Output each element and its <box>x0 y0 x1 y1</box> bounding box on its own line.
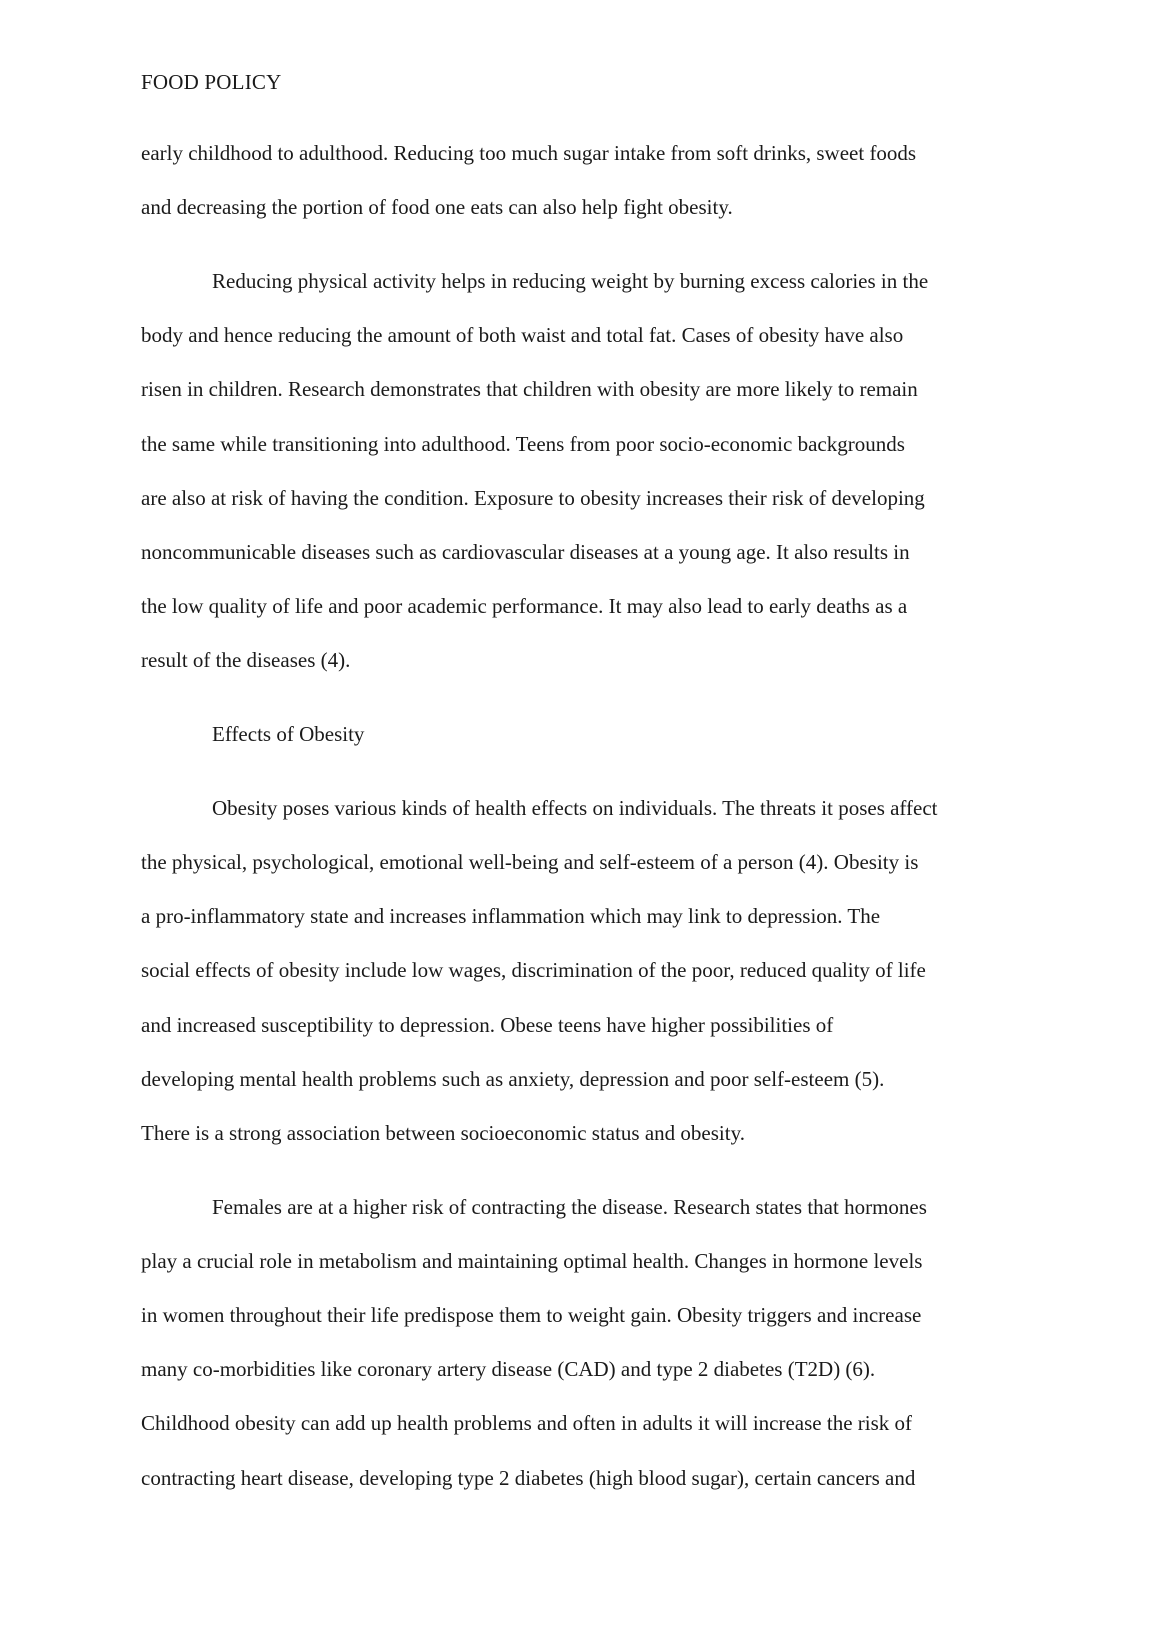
text-line: developing mental health problems such as anxiety, depression and poor self-esteem (5). <box>141 1066 885 1091</box>
running-head: FOOD POLICY <box>141 70 282 94</box>
text-line: early childhood to adulthood. Reducing too much sugar intake from soft drinks, sweet foods <box>141 141 917 165</box>
text-line: in women throughout their life predispose them to weight gain. Obesity triggers and increase <box>141 1303 922 1328</box>
heading-text: Effects of Obesity <box>212 722 365 747</box>
text-line: Childhood obesity can add up health problems and often in adults it will increase the risk of <box>141 1411 913 1436</box>
text-line: the same while transitioning into adulthood. Teens from poor socio-economic backgrounds <box>141 431 905 456</box>
text-line: the physical, psychological, emotional well-being and self-esteem of a person (4). Obesity is <box>141 849 919 874</box>
text-line: Obesity poses various kinds of health effects on individuals. The threats it poses affect <box>212 795 938 820</box>
paragraph-physical-activity <box>141 254 1031 688</box>
text-line: the low quality of life and poor academic performance. It may also lead to early deaths as a <box>141 594 908 619</box>
text-line: and decreasing the portion of food one eats can also help fight obesity. <box>141 195 733 220</box>
text-line: many co-morbidities like coronary artery disease (CAD) and type 2 diabetes (T2D) (6). <box>141 1357 876 1382</box>
text-line: social effects of obesity include low wages, discrimination of the poor, reduced quality of life <box>141 958 926 983</box>
text-line: Females are at a higher risk of contracting the disease. Research states that hormones <box>212 1194 927 1219</box>
text-line: play a crucial role in metabolism and maintaining optimal health. Changes in hormone levels <box>141 1248 923 1273</box>
text-line: are also at risk of having the condition. Exposure to obesity increases their risk of developing <box>141 485 925 510</box>
text-line: a pro-inflammatory state and increases inflammation which may link to depression. The <box>141 904 881 929</box>
paragraph-females-risk <box>141 1180 1031 1505</box>
text-line: and increased susceptibility to depression. Obese teens have higher possibilities of <box>141 1012 834 1037</box>
text-line: Reducing physical activity helps in reducing weight by burning excess calories in the <box>212 268 929 293</box>
text-line: noncommunicable diseases such as cardiovascular diseases at a young age. It also results in <box>141 539 910 564</box>
section-heading-effects-of-obesity <box>141 707 1031 761</box>
text-line: contracting heart disease, developing type 2 diabetes (high blood sugar), certain cancers and <box>141 1465 916 1490</box>
text-line: There is a strong association between socioeconomic status and obesity. <box>141 1120 745 1145</box>
document-body <box>141 126 1031 1524</box>
paragraph-health-effects <box>141 781 1031 1160</box>
text-line: risen in children. Research demonstrates that children with obesity are more likely to remain <box>141 377 918 402</box>
paragraph-continuation <box>141 126 1031 234</box>
text-line: result of the diseases (4). <box>141 648 351 673</box>
text-line: body and hence reducing the amount of both waist and total fat. Cases of obesity have also <box>141 323 904 348</box>
